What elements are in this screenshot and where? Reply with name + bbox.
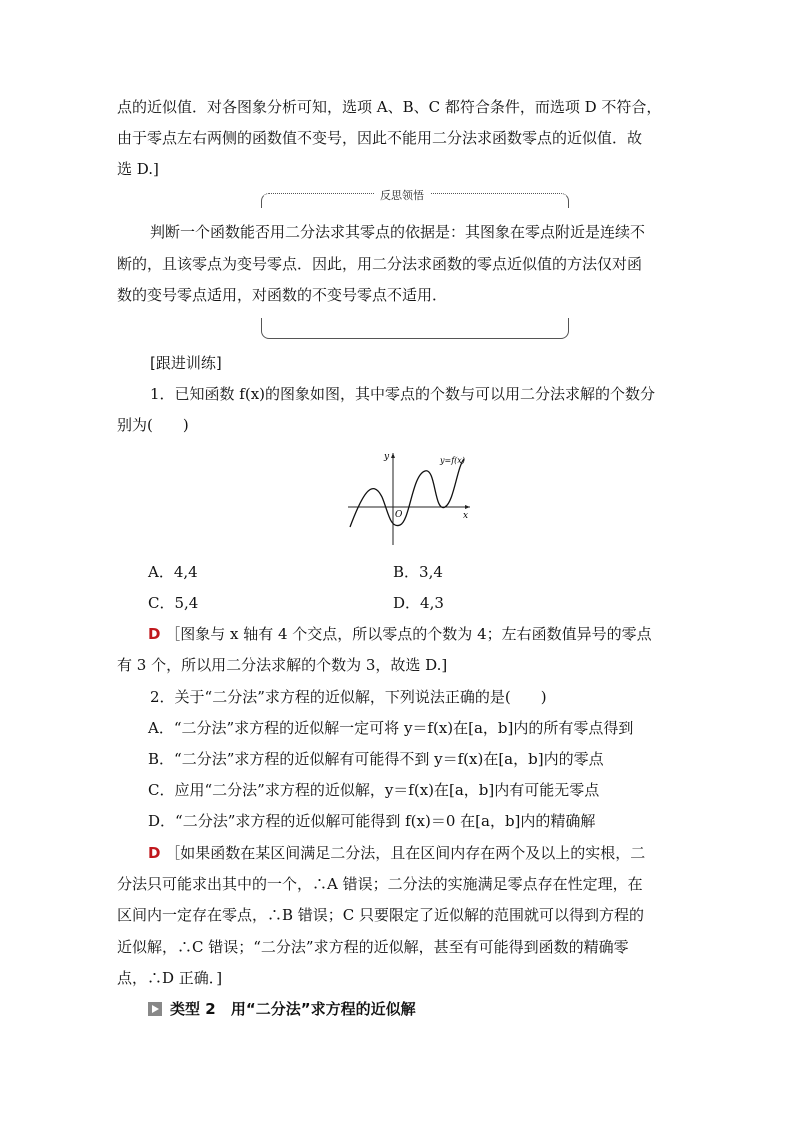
q1-option-c: C．5,4: [148, 594, 199, 612]
type-heading: [170, 998, 416, 1020]
q1-stem-line-1: 1．已知函数 f(x)的图象如图，其中零点的个数与可以用二分法求解的个数分: [150, 385, 656, 403]
q1-analysis-line-2: 有 3 个，所以用二分法求解的个数为 3，故选 D.]: [117, 656, 448, 674]
q2-analysis-line-2: 分法只可能求出其中的一个，∴A 错误；二分法的实施满足零点存在性定理，在: [117, 875, 643, 893]
reflection-box-bottom: [261, 318, 569, 339]
reflection-line-3: 数的变号零点适用，对函数的不变号零点不适用．: [117, 286, 448, 304]
intro-line-2: 由于零点左右两侧的函数值不变号，因此不能用二分法求函数零点的近似值．故: [117, 129, 643, 147]
origin-label: O: [395, 510, 403, 520]
q2-option-a: A．“二分法”求方程的近似解一定可将 y＝f(x)在[a，b]内的所有零点得到: [148, 719, 634, 737]
type-heading-label: 类型 2: [170, 1000, 216, 1018]
practice-heading: [跟进训练]: [150, 354, 222, 372]
q2-option-b: B．“二分法”求方程的近似解有可能得不到 y＝f(x)在[a，b]内的零点: [148, 750, 604, 768]
q1-answer: D: [148, 625, 161, 643]
q1-option-b: B．3,4: [393, 563, 443, 581]
x-axis-arrow: [465, 505, 470, 509]
q2-analysis-line-4: 近似解，∴C 错误；“二分法”求方程的近似解，甚至有可能得到函数的精确零: [117, 938, 629, 956]
function-curve: [350, 459, 464, 527]
q2-stem: 2．关于“二分法”求方程的近似解，下列说法正确的是( ): [150, 688, 547, 706]
q2-option-c: C．应用“二分法”求方程的近似解，y＝f(x)在[a，b]内有可能无零点: [148, 781, 600, 799]
q1-option-a: A．4,4: [148, 563, 198, 581]
reflection-line-1: 判断一个函数能否用二分法求其零点的依据是：其图象在零点附近是连续不: [150, 223, 646, 241]
curve-label: y=f(x): [440, 456, 465, 465]
type-heading-title: 用“二分法”求方程的近似解: [230, 1000, 416, 1018]
q2-analysis-line-5: 点，∴D 正确．]: [117, 969, 223, 987]
function-graph: [340, 445, 480, 550]
reflection-line-2: 断的，且该零点为变号零点．因此，用二分法求函数的零点近似值的方法仅对函: [117, 255, 643, 273]
q1-analysis-text-1: ［图象与 x 轴有 4 个交点，所以零点的个数为 4；左右函数值异号的零点: [165, 625, 652, 643]
q2-answer: D: [148, 844, 161, 862]
q1-analysis-line-1: [148, 623, 652, 645]
intro-line-3: 选 D.]: [117, 160, 159, 178]
q2-analysis-line-3: 区间内一定存在零点，∴B 错误；C 只要限定了近似解的范围就可以得到方程的: [117, 906, 645, 924]
q1-stem-line-2: 别为( ): [117, 416, 189, 434]
q2-analysis-line-1: [148, 842, 645, 864]
q2-analysis-text-1: ［如果函数在某区间满足二分法，且在区间内存在两个及以上的实根，二: [165, 844, 646, 862]
y-axis-arrow: [391, 453, 395, 458]
y-axis-label: y: [384, 452, 390, 462]
reflection-label: 反思领悟: [374, 187, 430, 203]
play-icon: [148, 1002, 162, 1016]
q2-option-d: D．“二分法”求方程的近似解可能得到 f(x)＝0 在[a，b]内的精确解: [148, 812, 596, 830]
q1-option-d: D．4,3: [393, 594, 444, 612]
x-axis-label: x: [463, 511, 469, 521]
intro-line-1: 点的近似值．对各图象分析可知，选项 A、B、C 都符合条件，而选项 D 不符合，: [117, 98, 662, 116]
